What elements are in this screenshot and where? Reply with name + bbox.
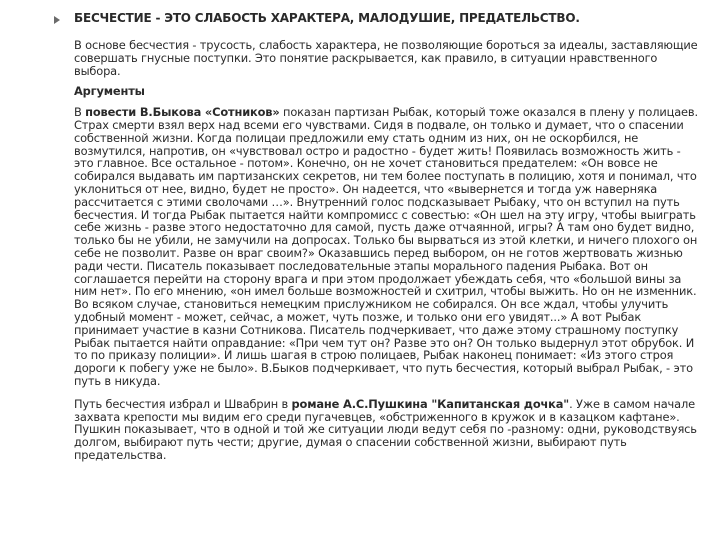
paragraph-2-work-title: романе А.С.Пушкина "Капитанская дочка" — [291, 396, 570, 411]
argument-paragraph-1 — [74, 106, 698, 388]
paragraph-2-prefix: Путь бесчестия избрал и Швабрин в — [74, 396, 292, 411]
page-title: БЕСЧЕСТИЕ - ЭТО СЛАБОСТЬ ХАРАКТЕРА, МАЛОДУШИЕ, ПРЕДАТЕЛЬСТВО. — [74, 11, 580, 25]
paragraph-1-prefix: В — [74, 105, 86, 120]
paragraph-2-text: . Уже в самом начале захвата крепости мы видим его среди пугачевцев, «обстриженного в кружок и в казацком кафтане». Пушкин показывает, что в одной и той же ситуации люди ведут себя по -разному: одни, руководствуясь долгом, выбирают путь чести; другие, думая о спасении собственной жизни, выбирают путь предательства. — [74, 396, 697, 462]
arguments-heading: Аргументы — [74, 84, 145, 99]
paragraph-1-work-title: повести В.Быкова «Сотников» — [85, 105, 280, 120]
intro-paragraph: В основе бесчестия - трусость, слабость характера, не позволяющие бороться за идеалы, заставляющие совершать гнусные поступки. Это понятие раскрывается, как правило, в ситуации нравственного выбора. — [74, 38, 698, 78]
paragraph-1-text: показан партизан Рыбак, который тоже оказался в плену у полицаев. Страх смерти взял верх над всеми его чувствами. Сидя в подвале, он только и думает, что о спасении собственной жизни. Когда полицаи предложили ему стать одним из них, он не оскорбился, не возмутился, напротив, он «чувствовал остро и радостно - будет жить! Появилась возможность жить - это главное. Все остальное - потом». Конечно, он не хочет становиться предателем: «Он вовсе не собирался выдавать им партизанских секретов, ни тем более поступать в полицию, хотя и понимал, что уклониться от нее, видно, будет не просто». Он надеется, что «вывернется и тогда уж наверняка рассчитается с этими сволочами …». Внутренний голос подсказывает Рыбаку, что он вступил на путь бесчестия. И тогда Рыбак пытается найти компромисс с совестью: «Он шел на эту игру, чтобы выиграть себе жизнь - разве этого недостаточно для самой, пусть даже отчаянной, игры? А там оно будет видно, только бы не убили, не замучили на допросах. Только бы вырваться из этой клетки, и ничего плохого он себе не позволит. Разве он враг своим?» Оказавшись перед выбором, он не готов жертвовать жизнью ради чести. Писатель показывает последовательные этапы морального падения Рыбака. Вот он соглашается перейти на сторону врага и при этом продолжает убеждать себя, что «большой вины за ним нет». По его мнению, «он имел больше возможностей и схитрил, чтобы выжить. Но он не изменник. Во всяком случае, становиться немецким прислужником не собирался. Он все ждал, чтобы улучить удобный момент - может, сейчас, а может, чуть позже, и только они его увидят...» А вот Рыбак принимает участие в казни Сотникова. Писатель подчеркивает, что даже этому страшному поступку Рыбак пытается найти оправдание: «При чем тут он? Разве это он? Он только выдернул этот обрубок. И то по приказу полиции». И лишь шагая в строю полицаев, Рыбак наконец понимает: «Из этого строя дороги к побегу уже не было». В.Быков подчеркивает, что путь бесчестия, который выбрал Рыбак, - это путь в никуда. — [74, 105, 698, 388]
bullet-arrow-icon — [54, 16, 60, 24]
content-body — [74, 39, 698, 462]
argument-paragraph-2 — [74, 398, 698, 462]
